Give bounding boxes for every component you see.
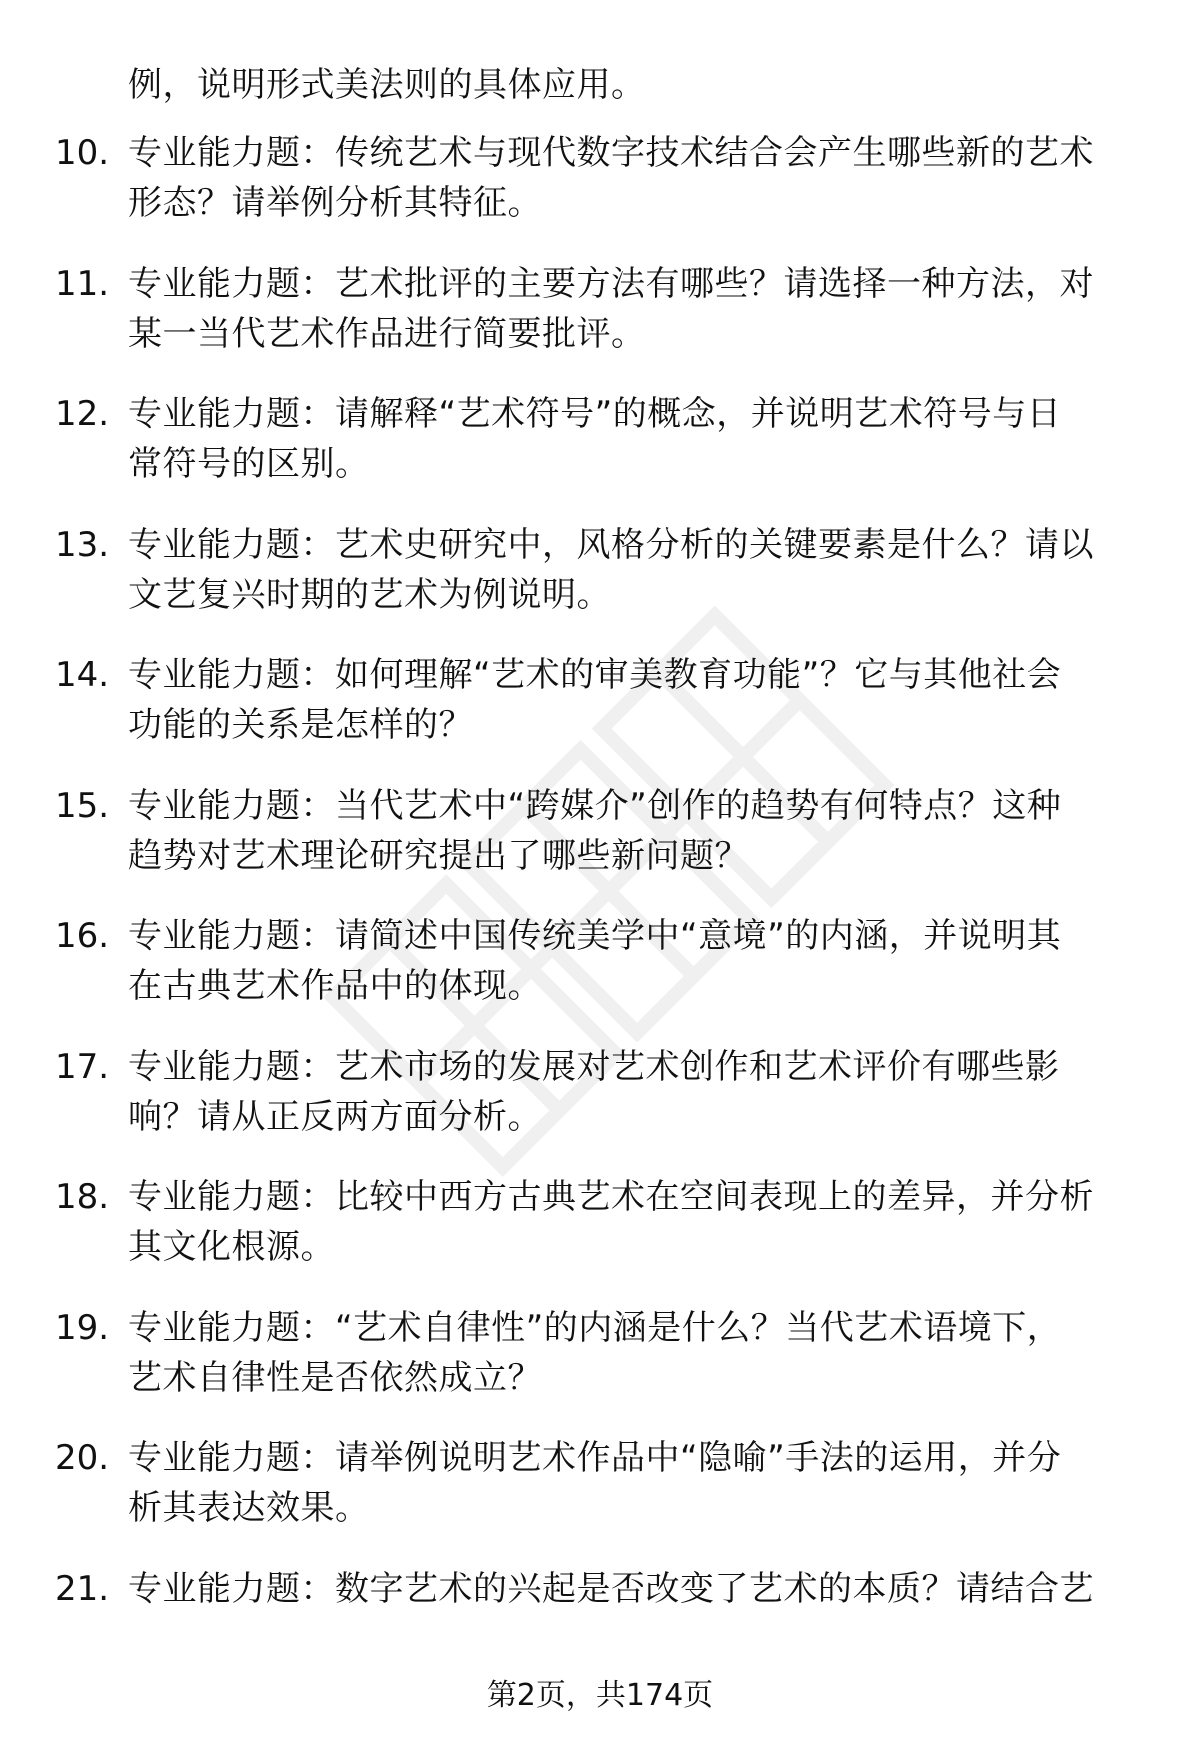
question-number: 20.: [55, 1438, 110, 1478]
question-text-line: 在古典艺术作品中的体现。: [128, 966, 542, 1006]
question-text-line: 艺术自律性是否依然成立？: [128, 1357, 542, 1398]
question-text-line: 文艺复兴时期的艺术为例说明。: [128, 574, 611, 615]
question-text-line: 专业能力题：“艺术自律性”的内涵是什么？当代艺术语境下，: [128, 1307, 1062, 1348]
question-number: 16.: [55, 916, 110, 956]
question-number: 15.: [55, 785, 110, 826]
question-number: 11.: [55, 263, 110, 304]
question-text-line: 专业能力题：艺术史研究中，风格分析的关键要素是什么？请以: [128, 524, 1094, 565]
question-text-line: 专业能力题：请简述中国传统美学中“意境”的内涵，并说明其: [128, 916, 1062, 956]
question-number: 13.: [55, 524, 110, 565]
question-text-line: 专业能力题：如何理解“艺术的审美教育功能”？它与其他社会: [128, 655, 1062, 695]
continuation-text: 例，说明形式美法则的具体应用。: [128, 65, 646, 105]
question-text-line: 某一当代艺术作品进行简要批评。: [128, 313, 646, 354]
question-text-line: 专业能力题：艺术市场的发展对艺术创作和艺术评价有哪些影: [128, 1046, 1060, 1087]
question-number: 12.: [55, 394, 110, 434]
question-text-line: 专业能力题：请解释“艺术符号”的概念，并说明艺术符号与日: [128, 394, 1062, 434]
question-text-line: 专业能力题：比较中西方古典艺术在空间表现上的差异，并分析: [128, 1177, 1094, 1217]
question-text-line: 其文化根源。: [128, 1227, 335, 1267]
question-text-line: 专业能力题：请举例说明艺术作品中“隐喻”手法的运用，并分: [128, 1438, 1062, 1478]
question-text-line: 专业能力题：艺术批评的主要方法有哪些？请选择一种方法，对: [128, 263, 1094, 304]
question-number: 18.: [55, 1177, 110, 1217]
question-number: 17.: [55, 1046, 110, 1087]
question-text-line: 专业能力题：当代艺术中“跨媒介”创作的趋势有何特点？这种: [128, 785, 1062, 826]
question-text-line: 析其表达效果。: [128, 1488, 370, 1528]
question-number: 14.: [55, 655, 110, 695]
question-number: 10.: [55, 133, 110, 173]
question-text-line: 趋势对艺术理论研究提出了哪些新问题？: [128, 835, 749, 876]
question-text-line: 专业能力题：数字艺术的兴起是否改变了艺术的本质？请结合艺: [128, 1568, 1094, 1609]
question-text-line: 形态？请举例分析其特征。: [128, 183, 542, 223]
question-text-line: 响？请从正反两方面分析。: [128, 1096, 542, 1137]
question-text-line: 常符号的区别。: [128, 444, 370, 484]
question-number: 19.: [55, 1307, 110, 1348]
question-text-line: 专业能力题：传统艺术与现代数字技术结合会产生哪些新的艺术: [128, 133, 1094, 173]
question-number: 21.: [55, 1568, 110, 1609]
page-number-footer: 第2页，共174页: [486, 1678, 714, 1713]
question-text-line: 功能的关系是怎样的？: [128, 705, 473, 745]
